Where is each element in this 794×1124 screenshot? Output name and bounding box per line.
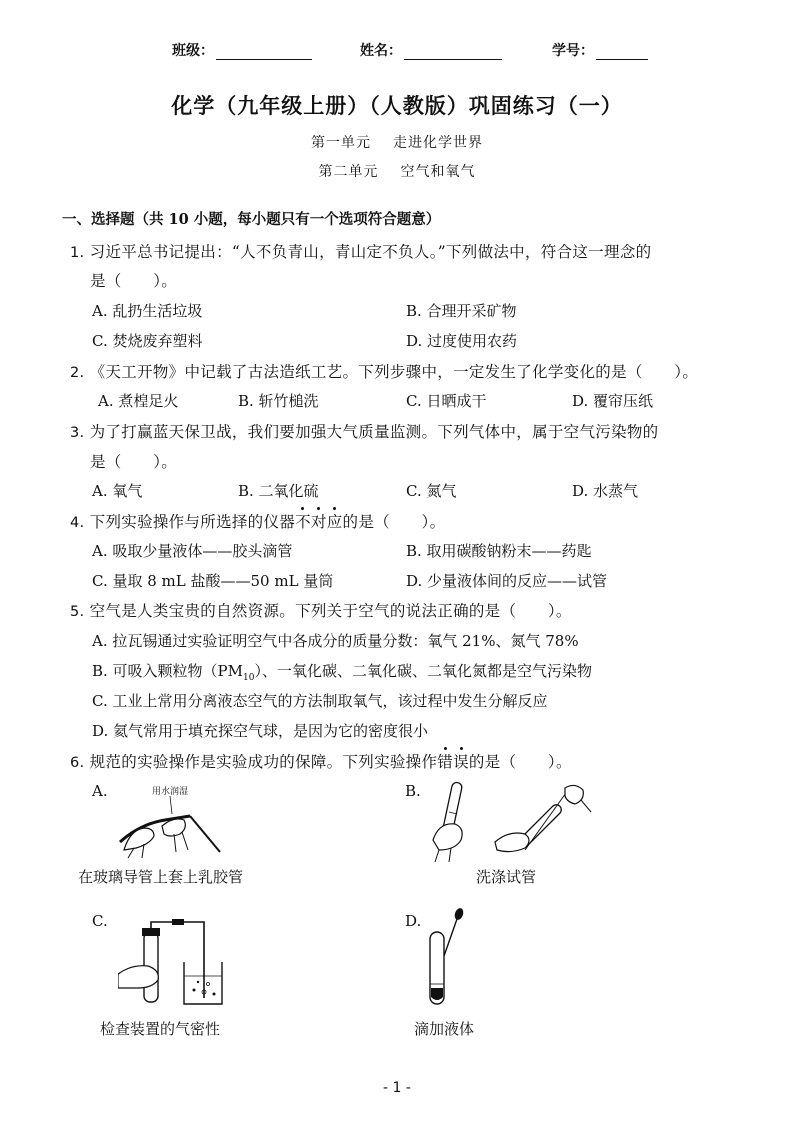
figure-b-letter[interactable]: B. xyxy=(405,782,421,800)
page-number: - 1 - xyxy=(383,1080,411,1096)
student-id-field xyxy=(552,40,648,60)
question-5-option-b-suffix: ）、一氧化碳、二氧化碳、二氧化氮都是空气污染物 xyxy=(254,662,592,680)
question-4-emphasis-3: 应 xyxy=(327,510,343,532)
unit-two-heading xyxy=(0,161,794,181)
question-1-line-1 xyxy=(70,240,651,262)
unit-one-number: 第一单元 xyxy=(311,135,371,151)
question-4-emphasis-2: 对 xyxy=(311,510,327,532)
question-4-emphasis-1: 不 xyxy=(295,510,311,532)
figure-c-caption: 检查装置的气密性 xyxy=(100,1020,221,1038)
question-3-text: 为了打赢蓝天保卫战，我们要加强大气质量监测。下列气体中，属于空气污染物的 xyxy=(89,423,659,441)
question-3-line-2: 是（ ）。 xyxy=(90,453,178,471)
unit-two-number: 第二单元 xyxy=(318,164,379,180)
question-5-option-b[interactable] xyxy=(92,660,592,683)
question-1-option-d[interactable]: D. 过度使用农药 xyxy=(406,332,518,350)
question-3-option-d[interactable]: D. 水蒸气 xyxy=(572,482,639,500)
figure-b-caption: 洗涤试管 xyxy=(476,868,537,886)
figure-d-letter[interactable]: D. xyxy=(405,912,422,930)
question-4-number: 4. xyxy=(70,515,85,531)
question-6-emphasis-1: 错 xyxy=(437,750,453,772)
name-label: 姓名： xyxy=(360,43,402,59)
question-6-text-pre: 规范的实验操作是实验成功的保障。下列实验操作 xyxy=(89,753,438,771)
question-3-option-a[interactable]: A. 氧气 xyxy=(92,482,143,500)
figure-d-caption: 滴加液体 xyxy=(414,1020,475,1038)
question-1-number: 1. xyxy=(70,245,85,261)
unit-one-heading xyxy=(0,132,794,152)
unit-one-name: 走进化学世界 xyxy=(393,135,483,151)
question-5-option-b-subscript: 10 xyxy=(243,673,255,683)
figure-a-letter[interactable]: A. xyxy=(92,782,108,800)
question-5-option-a[interactable]: A. 拉瓦锡通过实验证明空气中各成分的质量分数：氧气 21%、氮气 78% xyxy=(92,632,579,650)
question-3-number: 3. xyxy=(70,425,85,441)
question-3-option-c[interactable]: C. 氮气 xyxy=(406,482,457,500)
question-1-text: 习近平总书记提出：“人不负青山，青山定不负人。”下列做法中，符合这一理念的 xyxy=(89,243,652,261)
name-blank[interactable] xyxy=(404,43,502,60)
student-id-blank[interactable] xyxy=(596,43,648,60)
figure-c-letter[interactable]: C. xyxy=(92,912,108,930)
question-4-option-b[interactable]: B. 取用碳酸钠粉末——药匙 xyxy=(406,542,592,560)
question-5-text: 空气是人类宝贵的自然资源。下列关于空气的说法正确的是（ ）。 xyxy=(89,602,572,620)
question-6-line-1 xyxy=(70,750,572,772)
question-1-option-a[interactable]: A. 乱扔生活垃圾 xyxy=(92,302,203,320)
question-5-option-c[interactable]: C. 工业上常用分离液态空气的方法制取氧气，该过程中发生分解反应 xyxy=(92,692,548,710)
figure-b-wash-test-tube-illustration xyxy=(425,778,595,864)
figure-a-annotation: 用水润湿 xyxy=(152,787,189,797)
student-id-label: 学号： xyxy=(552,43,594,59)
figure-c-airtightness-illustration xyxy=(118,918,228,1008)
question-4-option-d[interactable]: D. 少量液体间的反应——试管 xyxy=(406,572,608,590)
question-1-line-2: 是（ ）。 xyxy=(90,272,178,290)
question-3-option-b[interactable]: B. 二氧化硫 xyxy=(238,482,319,500)
question-2-option-d[interactable]: D. 覆帘压纸 xyxy=(572,392,654,410)
question-5-option-b-prefix: B. 可吸入颗粒物（PM xyxy=(92,662,244,680)
page-title: 化学（九年级上册）（人教版）巩固练习（一） xyxy=(171,93,623,118)
question-4-line-1 xyxy=(70,510,445,532)
question-2-line-1 xyxy=(70,360,698,382)
class-label: 班级： xyxy=(172,43,214,59)
question-2-text: 《天工开物》中记载了古法造纸工艺。下列步骤中，一定发生了化学变化的是（ ）。 xyxy=(89,363,699,381)
question-2-option-c[interactable]: C. 日晒成干 xyxy=(406,392,487,410)
question-3-line-1 xyxy=(70,420,658,442)
question-2-option-a[interactable]: A. 煮楻足火 xyxy=(98,392,179,410)
question-4-option-a[interactable]: A. 吸取少量液体——胶头滴管 xyxy=(92,542,293,560)
figure-a-tube-hose-illustration xyxy=(110,782,230,860)
question-5-option-d[interactable]: D. 氦气常用于填充探空气球，是因为它的密度很小 xyxy=(92,722,429,740)
figure-d-drop-liquid-illustration xyxy=(422,906,472,1010)
question-4-text-pre: 下列实验操作与所选择的仪器 xyxy=(89,513,296,531)
question-1-option-c[interactable]: C. 焚烧废弃塑料 xyxy=(92,332,203,350)
class-field xyxy=(172,40,312,60)
name-field xyxy=(360,40,502,60)
question-2-number: 2. xyxy=(70,365,85,381)
figure-a-caption: 在玻璃导管上套上乳胶管 xyxy=(78,868,244,886)
question-1-option-b[interactable]: B. 合理开采矿物 xyxy=(406,302,517,320)
question-4-option-c[interactable]: C. 量取 8 mL 盐酸——50 mL 量筒 xyxy=(92,572,334,590)
question-6-emphasis-2: 误 xyxy=(453,750,469,772)
section-heading: 一、选择题（共 10 小题，每小题只有一个选项符合题意） xyxy=(62,211,441,228)
question-2-option-b[interactable]: B. 斩竹槌洗 xyxy=(238,392,319,410)
question-6-number: 6. xyxy=(70,755,85,771)
question-4-text-post: 的是（ ）。 xyxy=(342,513,446,531)
question-5-line-1 xyxy=(70,599,572,621)
question-5-number: 5. xyxy=(70,604,85,620)
unit-two-name: 空气和氧气 xyxy=(400,164,476,180)
class-blank[interactable] xyxy=(216,43,312,60)
question-6-text-post: 的是（ ）。 xyxy=(468,753,572,771)
student-info-row xyxy=(0,40,794,64)
